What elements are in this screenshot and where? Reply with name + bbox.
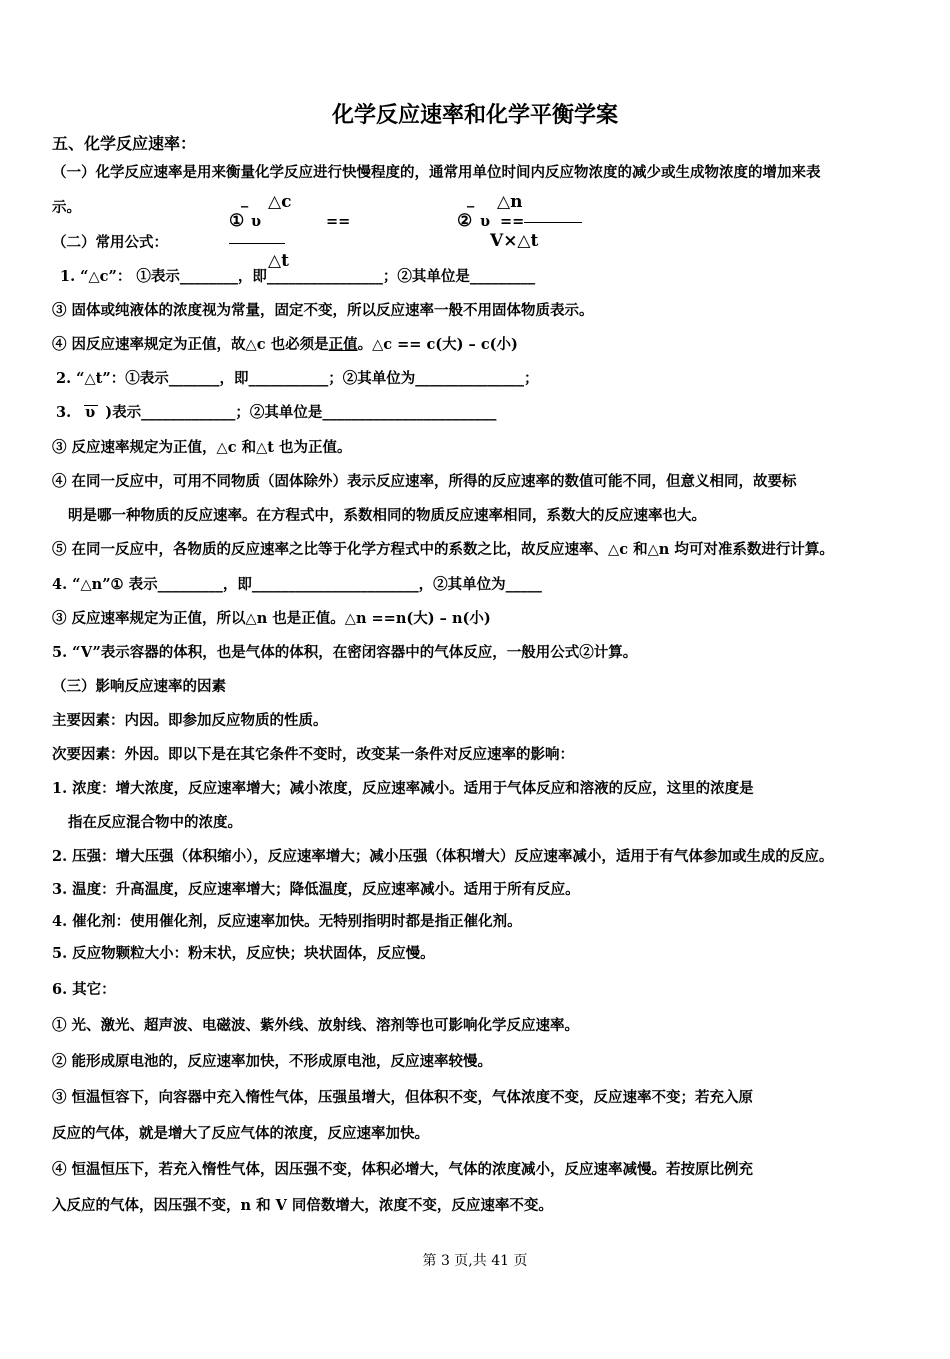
formula-label: （二）常用公式： [52, 234, 168, 251]
factor-temperature: 3. 温度：升高温度，反应速率增大；降低温度，反应速率减小。适用于所有反应。 [52, 881, 580, 898]
item3-rest: )表示_____________；②其单位是________________________ [105, 404, 497, 421]
factor-other-heading: 6. 其它： [52, 981, 116, 998]
other-item-3-line-1: ③ 恒温恒容下，向容器中充入惰性气体，压强虽增大，但体积不变，气体浓度不变，反应速率不变；若充入原 [52, 1089, 754, 1106]
positive-value-post: 。△c == c(大) – c(小) [357, 336, 518, 353]
formula1-equals: == [326, 213, 351, 230]
factors-heading: （三）影响反应速率的因素 [52, 678, 226, 695]
item-delta-t: 2. “△t”：①表示_______，即___________；②其单位为_______________； [56, 370, 539, 387]
formula2-circle: ② [457, 211, 473, 231]
item-rate-symbol [56, 404, 496, 422]
other-item-4-line-1: ④ 恒温恒压下，若充入惰性气体，因压强不变，体积必增大，气体的浓度减小，反应速率减慢。若按原比例充 [52, 1161, 754, 1178]
formula1-fraction-bar [229, 243, 285, 244]
item-delta-n: 4. “△n”① 表示_________，即_______________________，②其单位为_____ [52, 576, 542, 593]
formula1-denominator: △t [268, 251, 289, 271]
section-heading: 五、化学反应速率： [52, 134, 197, 153]
formula2-denominator: V×△t [490, 231, 539, 251]
formula1-num-prefix: _ [241, 191, 249, 208]
factor-concentration-2: 指在反应混合物中的浓度。 [68, 814, 242, 831]
positive-value-underlined: 正值 [328, 336, 358, 353]
formula2-numerator: △n [497, 192, 523, 212]
secondary-factor: 次要因素：外因。即以下是在其它条件不变时，改变某一条件对反应速率的影响： [52, 746, 574, 763]
rate-overbar [84, 405, 98, 406]
same-reaction-line-2: 明是哪一种物质的反应速率。在方程式中，系数相同的物质反应速率相同，系数大的反应速率也大。 [68, 507, 706, 524]
item-volume: 5. “V”表示容器的体积，也是气体的体积，在密闭容器中的气体反应，一般用公式②计算。 [52, 644, 638, 661]
formula2-symbol: υ [480, 213, 491, 230]
item-delta-c: 1. “△c”： ①表示________，即________________；②其单位是_________ [60, 268, 536, 285]
ratio-note: ⑤ 在同一反应中，各物质的反应速率之比等于化学方程式中的系数之比，故反应速率、△c 和△n 均可对准系数进行计算。 [52, 541, 834, 558]
page-footer: 第 3 页,共 41 页 [422, 1253, 528, 1269]
factor-pressure: 2. 压强：增大压强（体积缩小），反应速率增大；减小压强（体积增大）反应速率减小，适用于有气体参加或生成的反应。 [52, 848, 834, 865]
formula2-num-prefix: _ [467, 191, 475, 208]
same-reaction-line-1: ④ 在同一反应中，可用不同物质（固体除外）表示反应速率，所得的反应速率的数值可能不同，但意义相同，故要标 [52, 473, 797, 490]
other-item-4-line-2: 入反应的气体，因压强不变，n 和 V 同倍数增大，浓度不变，反应速率不变。 [52, 1197, 553, 1214]
item3-number: 3. [56, 404, 72, 421]
formula2-fraction-bar [524, 222, 582, 223]
positive-ct-note: ③ 反应速率规定为正值，△c 和△t 也为正值。 [52, 439, 352, 456]
formula2-equals: == [500, 213, 525, 230]
positive-value-note [52, 336, 518, 354]
factor-particle-size: 5. 反应物颗粒大小：粉末状，反应快；块状固体，反应慢。 [52, 945, 435, 962]
main-factor: 主要因素：内因。即参加反应物质的性质。 [52, 712, 328, 729]
other-item-1: ① 光、激光、超声波、电磁波、紫外线、放射线、溶剂等也可影响化学反应速率。 [52, 1017, 580, 1034]
solid-liquid-note: ③ 固体或纯液体的浓度视为常量，固定不变，所以反应速率一般不用固体物质表示。 [52, 302, 594, 319]
formula1-symbol: υ [251, 213, 262, 230]
formula1-numerator: △c [268, 192, 292, 212]
item3-symbol: υ [85, 404, 96, 421]
formula1-circle: ① [229, 211, 245, 231]
factor-catalyst: 4. 催化剂：使用催化剂，反应速率加快。无特别指明时都是指正催化剂。 [52, 913, 522, 930]
factor-concentration-1: 1. 浓度：增大浓度，反应速率增大；减小浓度，反应速率减小。适用于气体反应和溶液的反应，这里的浓度是 [52, 780, 754, 797]
definition-line-2: 示。 [52, 199, 81, 216]
definition-line-1: （一）化学反应速率是用来衡量化学反应进行快慢程度的，通常用单位时间内反应物浓度的减少或生成物浓度的增加来表 [52, 164, 821, 181]
positive-value-pre: ④ 因反应速率规定为正值，故△c 也必须是 [52, 336, 329, 353]
positive-n-note: ③ 反应速率规定为正值，所以△n 也是正值。△n ==n(大) – n(小) [52, 610, 491, 627]
other-item-2: ② 能形成原电池的，反应速率加快，不形成原电池，反应速率较慢。 [52, 1053, 493, 1070]
other-item-3-line-2: 反应的气体，就是增大了反应气体的浓度，反应速率加快。 [52, 1125, 429, 1142]
page-title: 化学反应速率和化学平衡学案 [331, 103, 618, 128]
